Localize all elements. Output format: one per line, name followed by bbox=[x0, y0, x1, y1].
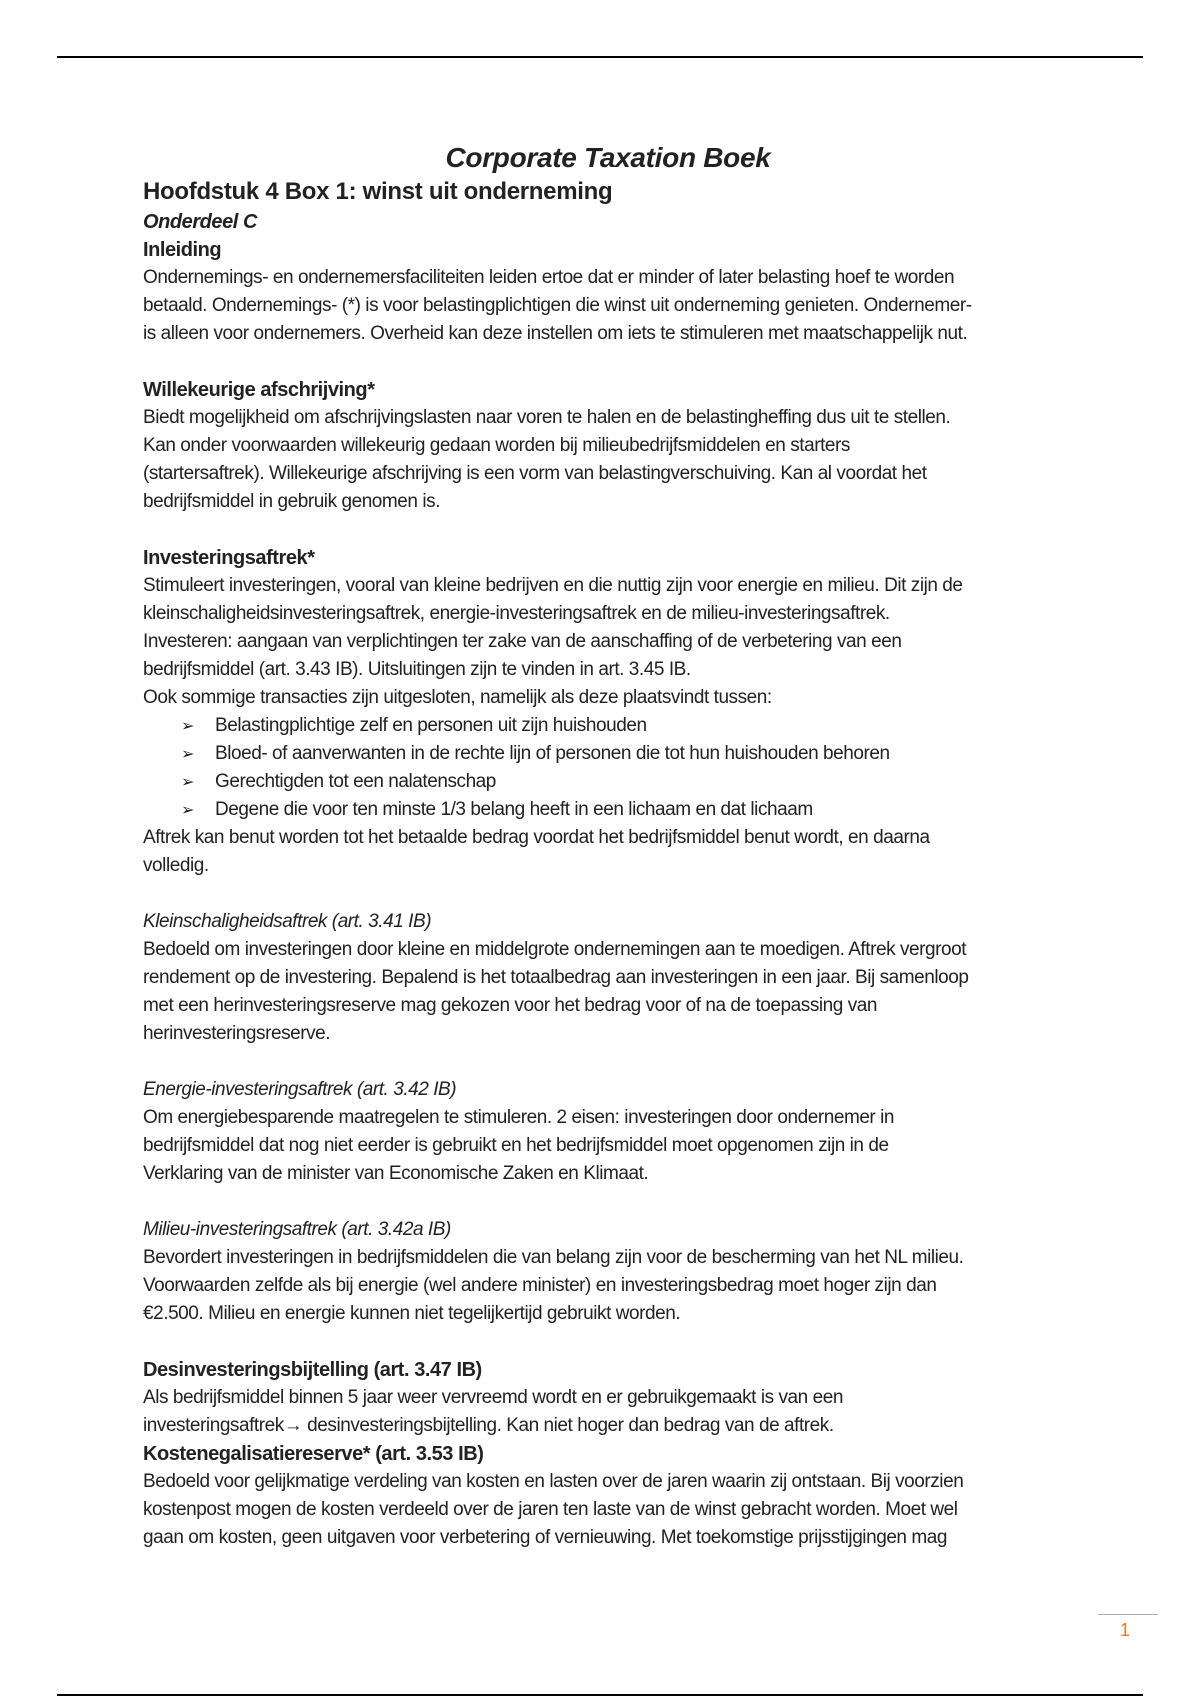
arrow-bullet-icon: ➢ bbox=[181, 772, 194, 791]
paragraph-line: kleinschaligheidsinvesteringsaftrek, energie-investeringsaftrek en de milieu-investeringsaftrek. bbox=[143, 603, 890, 624]
section-energie-investeringsaftrek bbox=[143, 1076, 1073, 1188]
paragraph-line: €2.500. Milieu en energie kunnen niet tegelijkertijd gebruikt worden. bbox=[143, 1303, 681, 1324]
paragraph-line: Ondernemings- en ondernemersfaciliteiten leiden ertoe dat er minder of later belasting hoef te worden bbox=[143, 267, 955, 288]
section-heading: Willekeurige afschrijving* bbox=[143, 379, 375, 401]
paragraph-line: (startersaftrek). Willekeurige afschrijving is een vorm van belastingverschuiving. Kan al voordat het bbox=[143, 463, 927, 484]
paragraph-line: bedrijfsmiddel dat nog niet eerder is gebruikt en het bedrijfsmiddel moet opgenomen zijn in de bbox=[143, 1135, 889, 1156]
paragraph-line: is alleen voor ondernemers. Overheid kan deze instellen om iets te stimuleren met maatschappelijk nut. bbox=[143, 323, 968, 344]
arrow-bullet-icon: ➢ bbox=[181, 800, 194, 819]
document-body bbox=[143, 140, 1073, 1552]
page-top-rule bbox=[57, 56, 1143, 58]
paragraph-line: Bevordert investeringen in bedrijfsmiddelen die van belang zijn voor de bescherming van het NL milieu. bbox=[143, 1247, 964, 1268]
arrow-bullet-icon: ➢ bbox=[181, 716, 194, 735]
bullet-list bbox=[143, 712, 1073, 824]
paragraph-line: Kan onder voorwaarden willekeurig gedaan worden bij milieubedrijfsmiddelen en starters bbox=[143, 435, 850, 456]
section-heading: Kostenegalisatiereserve* (art. 3.53 IB) bbox=[143, 1443, 484, 1465]
list-item-text: Gerechtigden tot een nalatenschap bbox=[215, 771, 496, 792]
paragraph-line: Om energiebesparende maatregelen te stimuleren. 2 eisen: investeringen door ondernemer in bbox=[143, 1107, 895, 1128]
list-item-text: Degene die voor ten minste 1/3 belang heeft in een lichaam en dat lichaam bbox=[215, 799, 813, 820]
section-willekeurige-afschrijving bbox=[143, 376, 1073, 516]
paragraph-line: betaald. Ondernemings- (*) is voor belastingplichtigen die winst uit onderneming genieten. Ondernemer- bbox=[143, 295, 972, 316]
paragraph-line: Ook sommige transacties zijn uitgesloten, namelijk als deze plaatsvindt tussen: bbox=[143, 687, 772, 708]
list-item-text: Bloed- of aanverwanten in de rechte lijn of personen die tot hun huishouden behoren bbox=[215, 743, 890, 764]
paragraph-line: met een herinvesteringsreserve mag gekozen voor het bedrag voor of na de toepassing van bbox=[143, 995, 877, 1016]
section-heading: Inleiding bbox=[143, 239, 222, 261]
paragraph-line: investeringsaftrek→ desinvesteringsbijtelling. Kan niet hoger dan bedrag van de aftrek. bbox=[143, 1415, 834, 1436]
paragraph-line: Bedoeld voor gelijkmatige verdeling van kosten en lasten over de jaren waarin zij ontstaan. Bij voorzien bbox=[143, 1471, 964, 1492]
paragraph-line: volledig. bbox=[143, 855, 209, 876]
paragraph-line: herinvesteringsreserve. bbox=[143, 1023, 331, 1044]
paragraph-line: Aftrek kan benut worden tot het betaalde bedrag voordat het bedrijfsmiddel benut wordt, en daarna bbox=[143, 827, 930, 848]
paragraph-line: Stimuleert investeringen, vooral van kleine bedrijven en die nuttig zijn voor energie en milieu. Dit zijn de bbox=[143, 575, 963, 596]
paragraph-line: bedrijfsmiddel in gebruik genomen is. bbox=[143, 491, 441, 512]
section-investeringsaftrek bbox=[143, 544, 1073, 880]
paragraph-line: Verklaring van de minister van Economische Zaken en Klimaat. bbox=[143, 1163, 649, 1184]
section-milieu-investeringsaftrek bbox=[143, 1216, 1073, 1328]
subsection-heading: Milieu-investeringsaftrek (art. 3.42a IB) bbox=[143, 1219, 451, 1240]
section-kostenegalisatiereserve bbox=[143, 1440, 1073, 1552]
list-item bbox=[181, 740, 1073, 768]
paragraph-line: Investeren: aangaan van verplichtingen ter zake van de aanschaffing of de verbetering van een bbox=[143, 631, 902, 652]
section-desinvesteringsbijtelling bbox=[143, 1356, 1073, 1440]
list-item-text: Belastingplichtige zelf en personen uit zijn huishouden bbox=[215, 715, 647, 736]
section-heading: Desinvesteringsbijtelling (art. 3.47 IB) bbox=[143, 1359, 482, 1381]
list-item bbox=[181, 796, 1073, 824]
paragraph-line: rendement op de investering. Bepalend is het totaalbedrag aan investeringen in een jaar. Bij samenloop bbox=[143, 967, 969, 988]
paragraph-line: Als bedrijfsmiddel binnen 5 jaar weer vervreemd wordt en er gebruikgemaakt is van een bbox=[143, 1387, 843, 1408]
section-inleiding bbox=[143, 236, 1073, 348]
paragraph-line: bedrijfsmiddel (art. 3.43 IB). Uitsluitingen zijn te vinden in art. 3.45 IB. bbox=[143, 659, 691, 680]
list-item bbox=[181, 712, 1073, 740]
list-item bbox=[181, 768, 1073, 796]
part-heading: Onderdeel C bbox=[143, 211, 257, 233]
page-bottom-rule bbox=[57, 1694, 1143, 1696]
arrow-bullet-icon: ➢ bbox=[181, 744, 194, 763]
paragraph-line: Biedt mogelijkheid om afschrijvingslasten naar voren te halen en de belastingheffing dus uit te stellen. bbox=[143, 407, 951, 428]
section-heading: Investeringsaftrek* bbox=[143, 547, 315, 569]
paragraph-line: Bedoeld om investeringen door kleine en middelgrote ondernemingen aan te moedigen. Aftrek vergroot bbox=[143, 939, 967, 960]
page-number-rule bbox=[1098, 1614, 1158, 1615]
chapter-heading: Hoofdstuk 4 Box 1: winst uit onderneming bbox=[143, 178, 613, 205]
subsection-heading: Kleinschaligheidsaftrek (art. 3.41 IB) bbox=[143, 911, 432, 932]
subsection-heading: Energie-investeringsaftrek (art. 3.42 IB) bbox=[143, 1079, 457, 1100]
section-kleinschaligheidsaftrek bbox=[143, 908, 1073, 1048]
document-title: Corporate Taxation Boek bbox=[445, 142, 771, 173]
paragraph-line: gaan om kosten, geen uitgaven voor verbetering of vernieuwing. Met toekomstige prijsstijgingen mag bbox=[143, 1527, 947, 1548]
paragraph-line: Voorwaarden zelfde als bij energie (wel andere minister) en investeringsbedrag moet hoger zijn dan bbox=[143, 1275, 937, 1296]
page-number: 1 bbox=[1120, 1620, 1131, 1640]
paragraph-line: kostenpost mogen de kosten verdeeld over de jaren ten laste van de winst gebracht worden. Moet wel bbox=[143, 1499, 958, 1520]
